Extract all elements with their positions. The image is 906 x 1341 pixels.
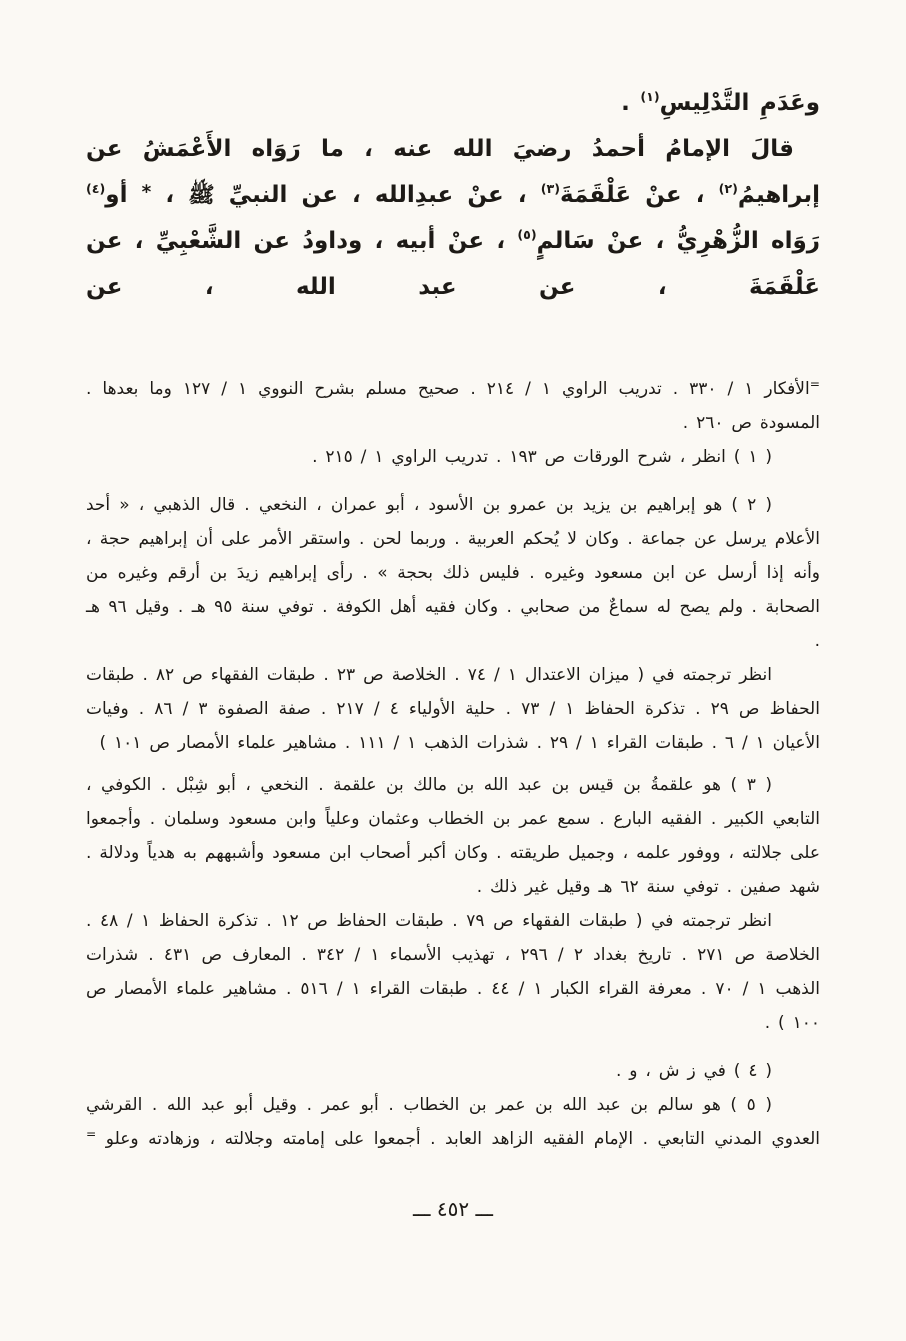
main-text-run: ، xyxy=(151,182,189,208)
footnote-text: انظر ترجمته في ( ميزان الاعتدال ١ / ٧٤ . الخلاصة ص ٢٣ . طبقات الفقهاء ص ٨٢ . طبقات الحفاظ ص ٢٩ . تذكرة الحفاظ ١ / ٧٣ . حلية الأولياء ٤ / ٢١٧ . صفة الصفوة ٣ / ٨٦ . وفيات الأعيان ١ / ٦ . طبقات القراء ١ / ٢٩ . شذرات الذهب ١ / ١١١ . مشاهير علماء الأمصار ص ١٠١ ) xyxy=(86,665,820,753)
footnote-3 xyxy=(86,768,820,904)
footnote-2 xyxy=(86,488,820,658)
variant-star-marker: * xyxy=(141,182,152,203)
main-text-run: . xyxy=(621,90,641,116)
footnote-text: انظر ترجمته في ( طبقات الفقهاء ص ٧٩ . طبقات الحفاظ ص ١٢ . تذكرة الحفاظ ١ / ٤٨ . الخلاصة ص ٢٧١ . تاريخ بغداد ٢ / ٢٩٦ ، تهذيب الأسماء ١ / ٣٤٢ . المعارف ص ٤٣١ . شذرات الذهب ١ / ٧٠ . معرفة القراء الكبار ١ / ٤٤ . طبقات القراء ١ / ٥١٦ . مشاهير علماء الأمصار ص ١٠٠ ) . xyxy=(86,911,821,1033)
footnote-5 xyxy=(86,1088,820,1156)
continuation-marker: = xyxy=(809,377,820,391)
footnote-3-references xyxy=(86,904,820,1040)
main-text-run: ، عنْ عبدِالله ، عن النبيِّ xyxy=(214,182,541,208)
main-text-run: ، عنْ أبيه ، وداودُ عن الشَّعْبِيِّ ، عن عَلْقَمَةَ ، عن عبد الله ، عن xyxy=(86,228,820,300)
footnote-ref-4: (٤) xyxy=(86,181,106,196)
footnote-ref-3: (٣) xyxy=(540,181,561,196)
pbuh-ligature: ﷺ xyxy=(188,183,215,208)
footnote-text: ( ٥ ) هو سالم بن عبد الله بن عمر بن الخطاب . أبو عمر . وقيل أبو عبد الله . القرشي العدوي المدني التابعي . الإمام الفقيه الزاهد العابد . أجمعوا على إمامته وجلالته ، وزهادته وعلو xyxy=(86,1095,820,1149)
main-paragraph-2 xyxy=(86,126,820,310)
footnotes-block xyxy=(86,372,820,1156)
main-text xyxy=(86,80,820,310)
main-text-run: قالَ الإمامُ أحمدُ رضيَ الله عنه ، ما رَوَاه الأَعْمَشُ عن إبراهيمُ xyxy=(86,136,820,208)
footnote-2-references xyxy=(86,658,820,760)
main-paragraph-1 xyxy=(86,80,820,126)
footnote-1 xyxy=(86,440,820,474)
footnote-continuation xyxy=(86,372,820,440)
footnote-text: ( ٢ ) هو إبراهيم بن يزيد بن عمرو بن الأسود ، أبو عمران ، النخعي . قال الذهبي ، « أحد الأعلام يرسل عن جماعة . وكان لا يُحكم العربية . وربما لحن . واستقر الأمر على أن إبراهيم حجة ، وأنه إذا أرسل عن ابن مسعود وغيره . فليس ذلك بحجة » . رأى إبراهيم زيدَ بن أرقم وغيره من الصحابة . ولم يصح له سماعٌ من صحابي . وكان فقيه أهل الكوفة . توفي سنة ٩٥ هـ . وقيل ٩٦ هـ . xyxy=(86,495,820,651)
footnote-text: ( ٣ ) هو علقمةُ بن قيس بن عبد الله بن مالك بن علقمة . النخعي ، أبو شِبْل . الكوفي ، التابعي الكبير . الفقيه البارع . سمع عمر بن الخطاب وعثمان وعلياً وابن مسعود وسلمان . وأجمعوا على جلالته ، ووفور علمه ، وجميل طريقته . وكان أكبر أصحاب ابن مسعود وأشبههم به هدياً ودلالة . شهد صفين . توفي سنة ٦٢ هـ وقيل غير ذلك . xyxy=(86,775,820,897)
footnote-text: ( ٤ ) في ز ش ، و . xyxy=(615,1061,772,1081)
footnote-ref-1: (١) xyxy=(640,89,660,104)
main-text-run: ، عنْ عَلْقَمَةَ xyxy=(560,182,719,208)
main-text-run: وعَدَمِ التَّدْلِيسِ xyxy=(659,90,820,116)
footnote-ref-2: (٢) xyxy=(718,181,738,196)
main-text-run: أو xyxy=(105,182,142,208)
footnote-4 xyxy=(86,1054,820,1088)
page-number: ـــ ٤٥٢ ـــ xyxy=(412,1197,494,1221)
footnote-text: ( ١ ) انظر ، شرح الورقات ص ١٩٣ . تدريب الراوي ١ / ٢١٥ . xyxy=(312,447,772,467)
main-text-run: رَوَاه الزُّهْرِيُّ ، عنْ سَالمٍ xyxy=(536,228,820,254)
continuation-marker: = xyxy=(86,1127,97,1141)
footnote-ref-5: (٥) xyxy=(517,227,537,242)
footnote-text: الأفكار ١ / ٣٣٠ . تدريب الراوي ١ / ٢١٤ . صحيح مسلم بشرح النووي ١ / ١٢٧ وما بعدها . المسودة ص ٢٦٠ . xyxy=(86,379,820,433)
